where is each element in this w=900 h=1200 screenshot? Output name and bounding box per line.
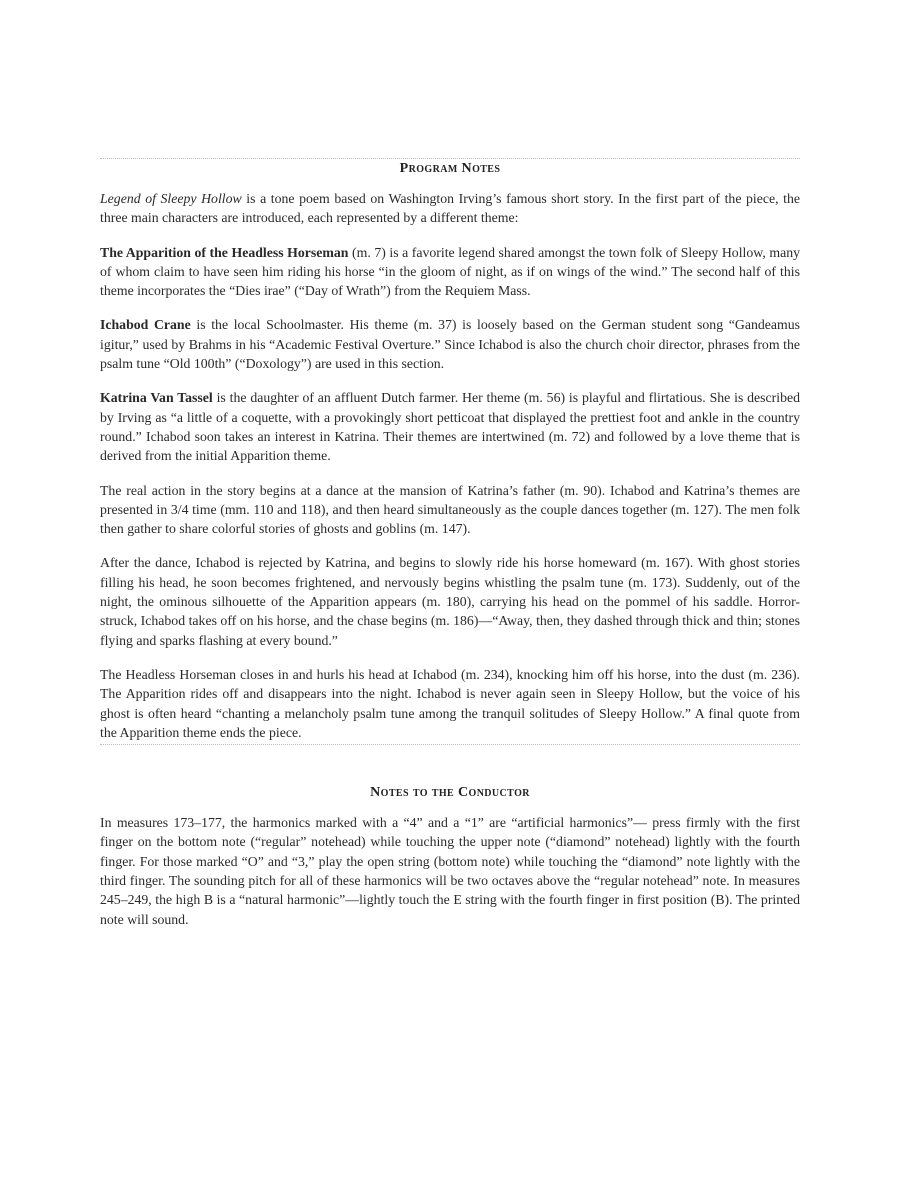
ichabod-name: Ichabod Crane (100, 317, 191, 333)
top-divider (100, 158, 800, 159)
page-content (100, 158, 800, 929)
katrina-paragraph (100, 388, 800, 465)
conductor-paragraph: In measures 173–177, the harmonics marked with a “4” and a “1” are “artificial harmonics”— press firmly with the first finger on the bottom note (“regular” notehead) while touching the upper note (“diamond” notehead) lightly with the fourth finger. For those marked “O” and “3,” play the open string (bottom note) while touching the “diamond” note lightly with the third finger. The sounding pitch for all of these harmonics will be two octaves above the “regular notehead” note. In measures 245–249, the high B is a “natural harmonic”—lightly touch the E string with the fourth finger in first position (B). The printed note will sound. (100, 815, 800, 927)
ichabod-text: is the local Schoolmaster. His theme (m. 37) is loosely based on the German student song “Gandeamus igitur,” used by Brahms in his “Academic Festival Overture.” Since Ichabod is also the church choir director, phrases from the psalm tune “Old 100th” (“Doxology”) are used in this section. (100, 317, 800, 372)
horseman-paragraph (100, 243, 800, 301)
work-title: Legend of Sleepy Hollow (100, 191, 242, 206)
program-notes-heading: Program Notes (399, 161, 501, 176)
intro-text: is a tone poem based on Washington Irving’s famous short story. In the first part of the piece, the three main characters are introduced, each represented by a different theme: (100, 191, 800, 226)
ending-paragraph: The Headless Horseman closes in and hurls his head at Ichabod (m. 234), knocking him off his horse, into the dust (m. 236). The Apparition rides off and disappears into the night. Ichabod is never again seen in Sleepy Hollow, but the voice of his ghost is often heard “chanting a melancholy psalm tune among the tranquil solitudes of Sleepy Hollow.” A final quote from the Apparition theme ends the piece. (100, 666, 800, 740)
conductor-notes-heading: Notes to the Conductor (370, 785, 530, 801)
dance-paragraph: The real action in the story begins at a dance at the mansion of Katrina’s father (m. 90). Ichabod and Katrina’s themes are presented in 3/4 time (mm. 110 and 118), and then heard simultaneously as the couple dances together (m. 127). The men folk then gather to share colorful stories of ghosts and goblins (m. 147). (100, 482, 800, 537)
katrina-name: Katrina Van Tassel (100, 390, 213, 406)
horseman-text: (m. 7) is a favorite legend shared amongst the town folk of Sleepy Hollow, many of whom claim to have seen him riding his horse “in the gloom of night, as if on wings of the wind.” The second half of this theme incorporates the “Dies irae” (“Day of Wrath”) from the Requiem Mass. (100, 244, 800, 299)
bottom-divider (100, 744, 800, 745)
horseman-name: The Apparition of the Headless Horseman (100, 244, 349, 260)
chase-paragraph: After the dance, Ichabod is rejected by Katrina, and begins to slowly ride his horse homeward (m. 167). With ghost stories filling his head, he soon becomes frightened, and nervously begins whistling the psalm tune (m. 173). Suddenly, out of the night, the ominous silhouette of the Apparition appears (m. 180), carrying his head on the pommel of his saddle. Horror-struck, Ichabod takes off on his horse, and the chase begins (m. 186)—“Away, then, they dashed through thick and thin; stones flying and sparks flashing at every bound.” (100, 555, 800, 648)
ichabod-paragraph (100, 315, 800, 373)
katrina-text: is the daughter of an affluent Dutch farmer. Her theme (m. 56) is playful and flirtatious. She is described by Irving as “a little of a coquette, with a provokingly short petticoat that displayed the prettiest foot and ankle in the country round.” Ichabod soon takes an interest in Katrina. Their themes are intertwined (m. 72) and followed by a love theme that is derived from the initial Apparition theme. (100, 390, 801, 464)
intro-paragraph (100, 189, 800, 228)
